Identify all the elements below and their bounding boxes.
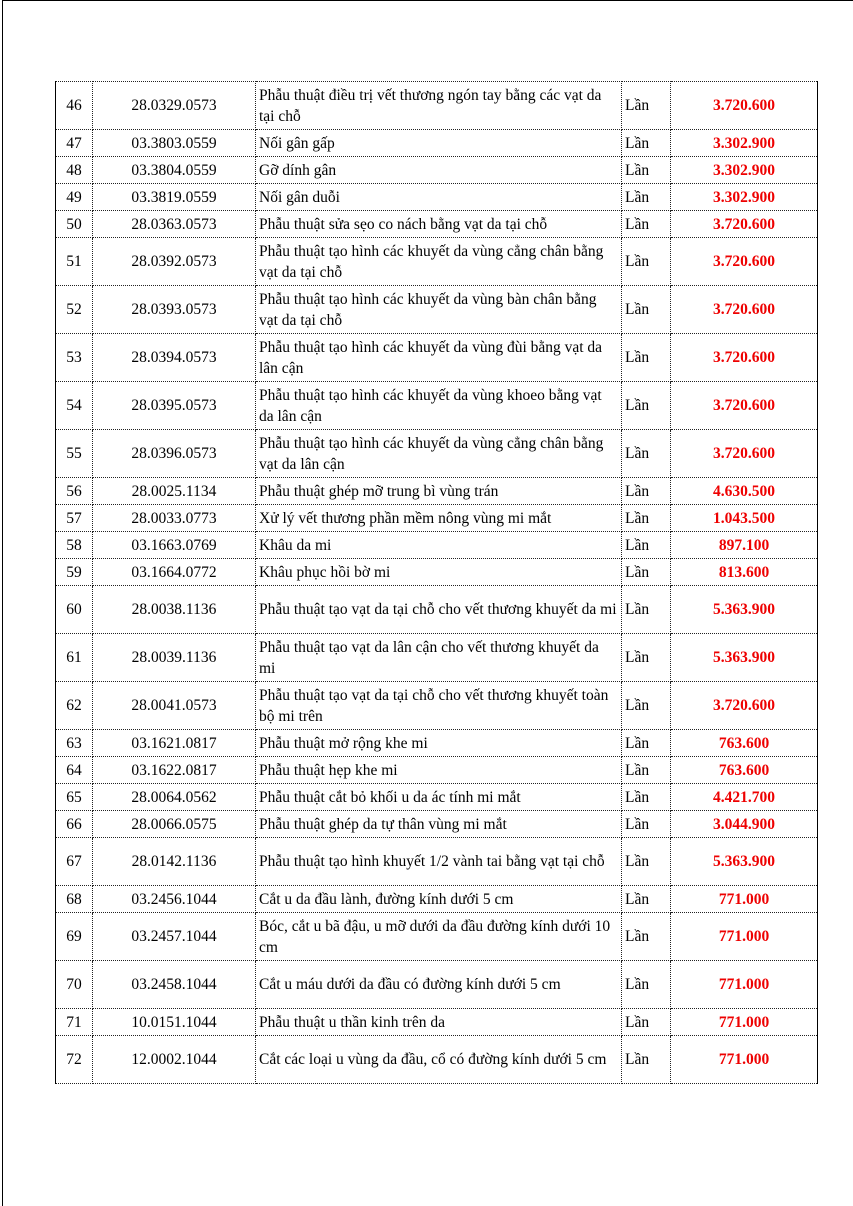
row-number-cell: 64: [56, 757, 93, 784]
service-name-cell: Xử lý vết thương phần mềm nông vùng mi mắt: [256, 505, 622, 532]
unit-cell: Lần: [622, 730, 671, 757]
table-row: [56, 505, 818, 532]
row-number-cell: 58: [56, 532, 93, 559]
table-row: [56, 238, 818, 286]
service-code-cell: 28.0039.1136: [93, 634, 256, 682]
service-name-cell: Cắt u da đầu lành, đường kính dưới 5 cm: [256, 886, 622, 913]
unit-cell: Lần: [622, 757, 671, 784]
unit-cell: Lần: [622, 430, 671, 478]
table-row: [56, 961, 818, 1009]
price-cell: 3.720.600: [671, 382, 818, 430]
table-row: [56, 478, 818, 505]
table-row: [56, 157, 818, 184]
row-number-cell: 63: [56, 730, 93, 757]
unit-cell: Lần: [622, 838, 671, 886]
service-name-cell: Cắt các loại u vùng da đầu, cổ có đường kính dưới 5 cm: [256, 1036, 622, 1084]
service-code-cell: 03.3804.0559: [93, 157, 256, 184]
service-code-cell: 28.0038.1136: [93, 586, 256, 634]
price-cell: 3.302.900: [671, 130, 818, 157]
row-number-cell: 66: [56, 811, 93, 838]
row-number-cell: 65: [56, 784, 93, 811]
row-number-cell: 53: [56, 334, 93, 382]
service-name-cell: Gỡ dính gân: [256, 157, 622, 184]
service-name-cell: Bóc, cắt u bã đậu, u mỡ dưới da đầu đường kính dưới 10 cm: [256, 913, 622, 961]
service-code-cell: 03.1663.0769: [93, 532, 256, 559]
price-cell: 4.630.500: [671, 478, 818, 505]
price-cell: 771.000: [671, 886, 818, 913]
price-cell: 1.043.500: [671, 505, 818, 532]
unit-cell: Lần: [622, 157, 671, 184]
service-code-cell: 03.1621.0817: [93, 730, 256, 757]
price-cell: 3.720.600: [671, 211, 818, 238]
price-cell: 5.363.900: [671, 586, 818, 634]
table-row: [56, 334, 818, 382]
service-code-cell: 28.0033.0773: [93, 505, 256, 532]
row-number-cell: 55: [56, 430, 93, 478]
unit-cell: Lần: [622, 559, 671, 586]
unit-cell: Lần: [622, 532, 671, 559]
row-number-cell: 47: [56, 130, 93, 157]
unit-cell: Lần: [622, 784, 671, 811]
price-cell: 3.720.600: [671, 82, 818, 130]
table-row: [56, 811, 818, 838]
service-code-cell: 03.2458.1044: [93, 961, 256, 1009]
service-code-cell: 28.0329.0573: [93, 82, 256, 130]
unit-cell: Lần: [622, 961, 671, 1009]
price-cell: 771.000: [671, 1009, 818, 1036]
service-name-cell: Phẫu thuật tạo hình khuyết 1/2 vành tai bằng vạt tại chỗ: [256, 838, 622, 886]
price-cell: 4.421.700: [671, 784, 818, 811]
service-code-cell: 28.0393.0573: [93, 286, 256, 334]
service-code-cell: 03.2457.1044: [93, 913, 256, 961]
row-number-cell: 72: [56, 1036, 93, 1084]
unit-cell: Lần: [622, 811, 671, 838]
unit-cell: Lần: [622, 82, 671, 130]
service-name-cell: Phẫu thuật mở rộng khe mi: [256, 730, 622, 757]
unit-cell: Lần: [622, 130, 671, 157]
service-code-cell: 28.0363.0573: [93, 211, 256, 238]
service-name-cell: Phẫu thuật điều trị vết thương ngón tay bằng các vạt da tại chỗ: [256, 82, 622, 130]
row-number-cell: 49: [56, 184, 93, 211]
table-row: [56, 184, 818, 211]
table-row: [56, 286, 818, 334]
service-name-cell: Phẫu thuật tạo vạt da tại chỗ cho vết thương khuyết toàn bộ mi trên: [256, 682, 622, 730]
row-number-cell: 68: [56, 886, 93, 913]
service-code-cell: 03.3803.0559: [93, 130, 256, 157]
table-row: [56, 886, 818, 913]
service-code-cell: 03.1622.0817: [93, 757, 256, 784]
price-cell: 3.044.900: [671, 811, 818, 838]
service-code-cell: 28.0064.0562: [93, 784, 256, 811]
row-number-cell: 70: [56, 961, 93, 1009]
price-cell: 3.302.900: [671, 157, 818, 184]
unit-cell: Lần: [622, 505, 671, 532]
service-code-cell: 12.0002.1044: [93, 1036, 256, 1084]
unit-cell: Lần: [622, 634, 671, 682]
table-row: [56, 430, 818, 478]
service-name-cell: Phẫu thuật u thần kinh trên da: [256, 1009, 622, 1036]
unit-cell: Lần: [622, 334, 671, 382]
table-row: [56, 211, 818, 238]
row-number-cell: 62: [56, 682, 93, 730]
price-cell: 3.302.900: [671, 184, 818, 211]
fee-table-body: [56, 82, 818, 1084]
service-name-cell: Phẫu thuật tạo hình các khuyết da vùng cẳng chân bằng vạt da tại chỗ: [256, 238, 622, 286]
service-name-cell: Phẫu thuật tạo hình các khuyết da vùng bàn chân bằng vạt da tại chỗ: [256, 286, 622, 334]
service-code-cell: 28.0395.0573: [93, 382, 256, 430]
service-name-cell: Phẫu thuật tạo hình các khuyết da vùng cẳng chân bằng vạt da lân cận: [256, 430, 622, 478]
price-cell: 3.720.600: [671, 682, 818, 730]
price-cell: 771.000: [671, 961, 818, 1009]
service-code-cell: 28.0392.0573: [93, 238, 256, 286]
unit-cell: Lần: [622, 184, 671, 211]
service-name-cell: Cắt u máu dưới da đầu có đường kính dưới 5 cm: [256, 961, 622, 1009]
row-number-cell: 56: [56, 478, 93, 505]
unit-cell: Lần: [622, 586, 671, 634]
price-cell: 771.000: [671, 1036, 818, 1084]
service-name-cell: Phẫu thuật sửa sẹo co nách bằng vạt da tại chỗ: [256, 211, 622, 238]
row-number-cell: 71: [56, 1009, 93, 1036]
page-edge-top: [2, 0, 853, 1]
unit-cell: Lần: [622, 211, 671, 238]
service-code-cell: 03.1664.0772: [93, 559, 256, 586]
table-row: [56, 1009, 818, 1036]
unit-cell: Lần: [622, 886, 671, 913]
service-name-cell: Phẫu thuật tạo vạt da tại chỗ cho vết thương khuyết da mi: [256, 586, 622, 634]
row-number-cell: 67: [56, 838, 93, 886]
service-code-cell: 03.3819.0559: [93, 184, 256, 211]
service-name-cell: Nối gân duỗi: [256, 184, 622, 211]
table-row: [56, 913, 818, 961]
service-name-cell: Phẫu thuật ghép mỡ trung bì vùng trán: [256, 478, 622, 505]
service-code-cell: 28.0394.0573: [93, 334, 256, 382]
table-row: [56, 1036, 818, 1084]
service-code-cell: 28.0142.1136: [93, 838, 256, 886]
service-name-cell: Khâu da mi: [256, 532, 622, 559]
table-row: [56, 382, 818, 430]
service-code-cell: 28.0066.0575: [93, 811, 256, 838]
price-cell: 3.720.600: [671, 286, 818, 334]
table-row: [56, 82, 818, 130]
row-number-cell: 57: [56, 505, 93, 532]
service-name-cell: Nối gân gấp: [256, 130, 622, 157]
service-code-cell: 28.0396.0573: [93, 430, 256, 478]
service-name-cell: Phẫu thuật cắt bỏ khối u da ác tính mi mắt: [256, 784, 622, 811]
unit-cell: Lần: [622, 682, 671, 730]
service-name-cell: Khâu phục hồi bờ mi: [256, 559, 622, 586]
unit-cell: Lần: [622, 478, 671, 505]
row-number-cell: 50: [56, 211, 93, 238]
price-cell: 3.720.600: [671, 238, 818, 286]
row-number-cell: 51: [56, 238, 93, 286]
price-cell: 813.600: [671, 559, 818, 586]
unit-cell: Lần: [622, 286, 671, 334]
price-cell: 3.720.600: [671, 430, 818, 478]
service-name-cell: Phẫu thuật tạo hình các khuyết da vùng đùi bằng vạt da lân cận: [256, 334, 622, 382]
table-row: [56, 682, 818, 730]
price-cell: 5.363.900: [671, 838, 818, 886]
service-code-cell: 28.0041.0573: [93, 682, 256, 730]
table-row: [56, 586, 818, 634]
page-edge-left: [2, 0, 3, 1206]
price-cell: 763.600: [671, 757, 818, 784]
unit-cell: Lần: [622, 382, 671, 430]
unit-cell: Lần: [622, 913, 671, 961]
table-row: [56, 634, 818, 682]
service-name-cell: Phẫu thuật tạo hình các khuyết da vùng khoeo bằng vạt da lân cận: [256, 382, 622, 430]
service-code-cell: 03.2456.1044: [93, 886, 256, 913]
service-name-cell: Phẫu thuật hẹp khe mi: [256, 757, 622, 784]
service-name-cell: Phẫu thuật tạo vạt da lân cận cho vết thương khuyết da mi: [256, 634, 622, 682]
row-number-cell: 60: [56, 586, 93, 634]
price-cell: 763.600: [671, 730, 818, 757]
price-cell: 771.000: [671, 913, 818, 961]
fee-table: [55, 81, 818, 1084]
row-number-cell: 54: [56, 382, 93, 430]
row-number-cell: 46: [56, 82, 93, 130]
service-code-cell: 28.0025.1134: [93, 478, 256, 505]
row-number-cell: 69: [56, 913, 93, 961]
row-number-cell: 59: [56, 559, 93, 586]
row-number-cell: 61: [56, 634, 93, 682]
table-row: [56, 130, 818, 157]
unit-cell: Lần: [622, 1036, 671, 1084]
row-number-cell: 52: [56, 286, 93, 334]
table-row: [56, 532, 818, 559]
table-row: [56, 730, 818, 757]
table-row: [56, 784, 818, 811]
service-name-cell: Phẫu thuật ghép da tự thân vùng mi mắt: [256, 811, 622, 838]
unit-cell: Lần: [622, 1009, 671, 1036]
row-number-cell: 48: [56, 157, 93, 184]
table-row: [56, 559, 818, 586]
price-cell: 897.100: [671, 532, 818, 559]
unit-cell: Lần: [622, 238, 671, 286]
price-cell: 5.363.900: [671, 634, 818, 682]
service-code-cell: 10.0151.1044: [93, 1009, 256, 1036]
table-row: [56, 757, 818, 784]
table-row: [56, 838, 818, 886]
price-cell: 3.720.600: [671, 334, 818, 382]
